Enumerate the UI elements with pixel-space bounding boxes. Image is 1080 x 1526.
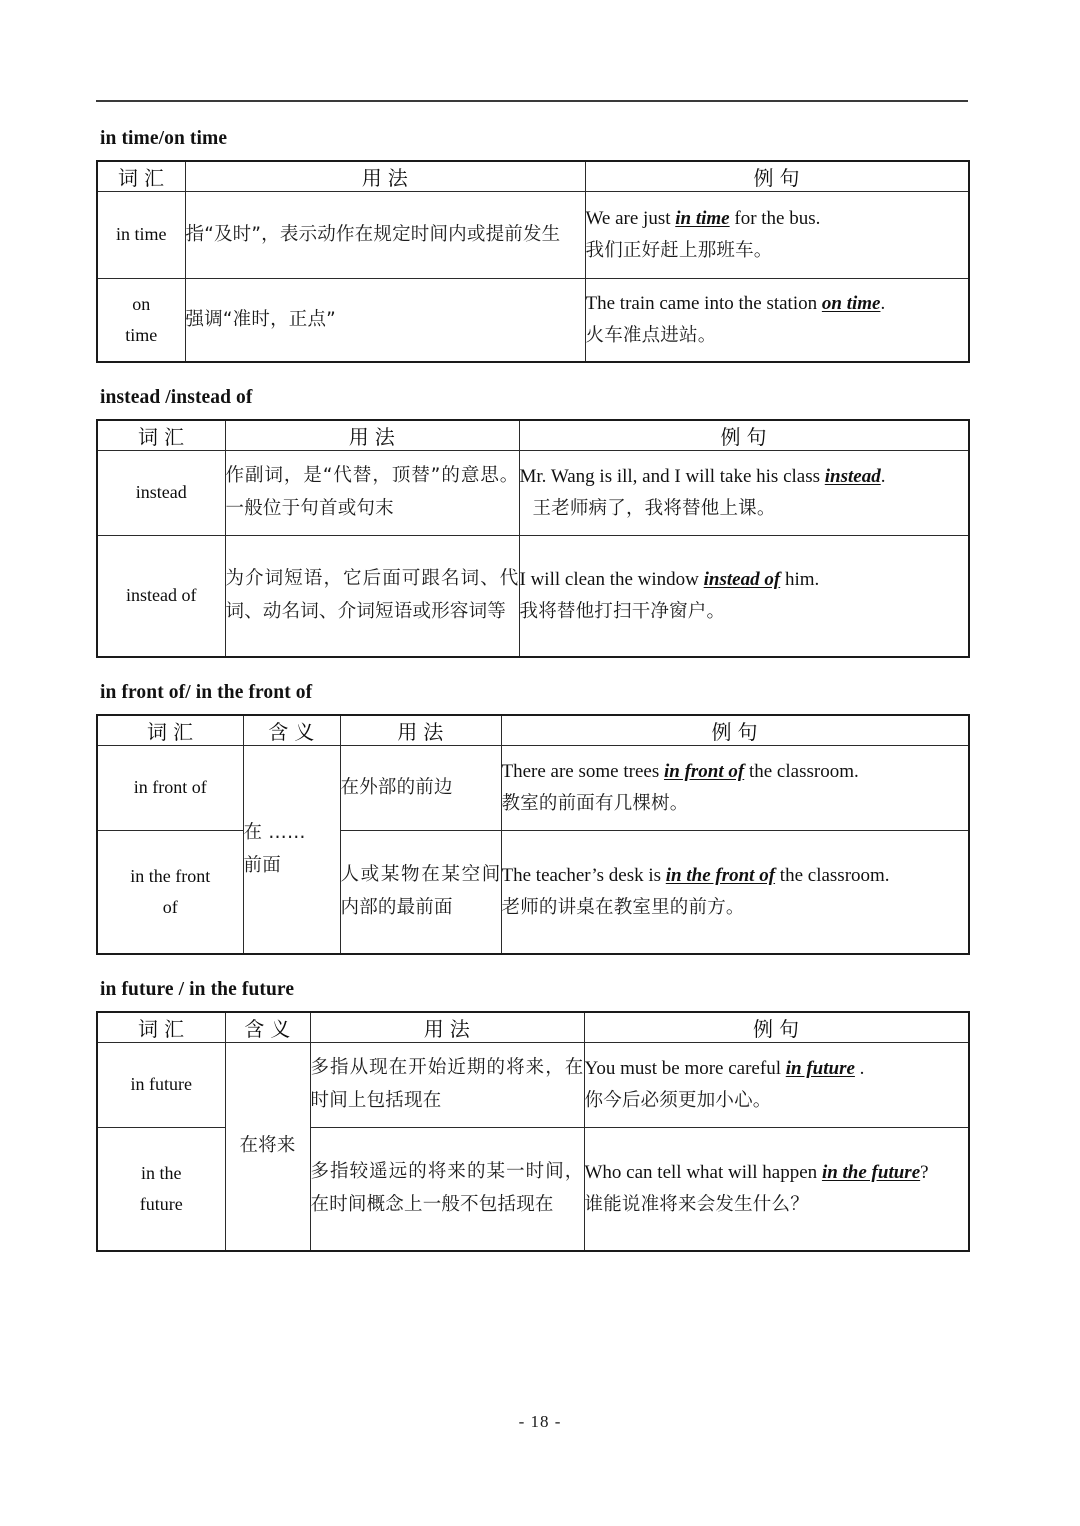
table-row xyxy=(97,1043,969,1128)
page-header-rule xyxy=(96,100,968,102)
example-sentence-en: We are just in time for the bus. xyxy=(585,207,821,229)
example-sentence-zh: 我们正好赶上那班车。 xyxy=(585,240,773,262)
usage-instead-of: 为介词短语，它后面可跟名词、代词、动名词、介词短语或形容词等 xyxy=(225,536,519,658)
keyword-highlight: in front of xyxy=(663,760,745,782)
column-header-usage: 用 法 xyxy=(225,420,519,451)
section-title-in-future: in future / in the future xyxy=(100,979,295,1000)
usage-in-the-future: 多指较遥远的将来的某一时间，在时间概念上一般不包括现在 xyxy=(310,1128,584,1252)
example-sentence-en: There are some trees in front of the classroom. xyxy=(501,760,859,782)
table-header-row xyxy=(97,161,969,192)
term-in-the-future: in the future xyxy=(97,1128,225,1252)
example-sentence-en: Mr. Wang is ill, and I will take his class instead. xyxy=(519,465,886,487)
example-sentence-en: Who can tell what will happen in the future? xyxy=(584,1161,929,1183)
column-header-example: 例 句 xyxy=(519,420,969,451)
table-row xyxy=(97,451,969,536)
keyword-highlight: in future xyxy=(785,1057,855,1079)
keyword-highlight: instead of xyxy=(703,568,781,590)
keyword-highlight: on time xyxy=(821,292,881,314)
usage-in-future: 多指从现在开始近期的将来，在时间上包括现在 xyxy=(310,1043,584,1128)
example-sentence-zh: 火车准点进站。 xyxy=(585,325,717,347)
column-header-example: 例 句 xyxy=(584,1012,969,1043)
page-number-footer: - 18 - xyxy=(518,1412,562,1431)
example-instead-of xyxy=(519,536,969,658)
column-header-word: 词 汇 xyxy=(97,1012,225,1043)
term-in-the-front-of: in the front of xyxy=(97,831,243,955)
example-sentence-zh: 老师的讲桌在教室里的前方。 xyxy=(501,897,745,919)
table-header-row xyxy=(97,715,969,746)
section-title-in-time-on-time: in time/on time xyxy=(100,128,228,149)
table-row xyxy=(97,192,969,279)
term-instead: instead xyxy=(97,451,225,536)
usage-in-time: 指“及时”，表示动作在规定时间内或提前发生 xyxy=(185,192,585,279)
example-sentence-zh: 我将替他打扫干净窗户。 xyxy=(519,601,726,623)
meaning-shared-in-future: 在将来 xyxy=(225,1043,310,1252)
example-on-time xyxy=(585,279,969,363)
table-row xyxy=(97,536,969,658)
column-header-example: 例 句 xyxy=(585,161,969,192)
example-sentence-zh: 教室的前面有几棵树。 xyxy=(501,793,689,815)
meaning-line-2: 前面 xyxy=(243,854,281,876)
column-header-meaning: 含 义 xyxy=(243,715,340,746)
example-sentence-zh: 谁能说准将来会发生什么？ xyxy=(584,1194,809,1216)
keyword-highlight: instead xyxy=(824,465,881,487)
keyword-highlight: in the future xyxy=(821,1161,921,1183)
usage-in-the-front-of: 人或某物在某空间内部的最前面 xyxy=(340,831,501,955)
column-header-example: 例 句 xyxy=(501,715,969,746)
example-sentence-zh: 王老师病了，我将替他上课。 xyxy=(532,498,776,520)
column-header-usage: 用 法 xyxy=(310,1012,584,1043)
example-sentence-en: You must be more careful in future . xyxy=(584,1057,865,1079)
column-header-meaning: 含 义 xyxy=(225,1012,310,1043)
column-header-word: 词 汇 xyxy=(97,161,185,192)
example-sentence-zh: 你今后必须更加小心。 xyxy=(584,1090,772,1112)
column-header-usage: 用 法 xyxy=(340,715,501,746)
example-instead xyxy=(519,451,969,536)
example-in-the-future xyxy=(584,1128,969,1252)
table-row xyxy=(97,746,969,831)
table-in-front-of xyxy=(96,714,970,955)
column-header-word: 词 汇 xyxy=(97,420,225,451)
table-row xyxy=(97,279,969,363)
table-header-row xyxy=(97,1012,969,1043)
table-instead-instead-of xyxy=(96,419,970,658)
example-in-future xyxy=(584,1043,969,1128)
keyword-highlight: in time xyxy=(675,207,730,229)
term-in-future: in future xyxy=(97,1043,225,1128)
table-in-time-on-time xyxy=(96,160,970,363)
table-header-row xyxy=(97,420,969,451)
section-title-instead-instead-of: instead /instead of xyxy=(100,387,253,408)
table-in-future xyxy=(96,1011,970,1252)
usage-in-front-of: 在外部的前边 xyxy=(340,746,501,831)
example-in-time xyxy=(585,192,969,279)
example-sentence-en: I will clean the window instead of him. xyxy=(519,568,820,590)
keyword-highlight: in the front of xyxy=(665,864,776,886)
meaning-line-1: 在 …… xyxy=(243,821,306,843)
column-header-usage: 用 法 xyxy=(185,161,585,192)
term-on-time: on time xyxy=(97,279,185,363)
meaning-shared-in-front-of xyxy=(243,746,340,955)
column-header-word: 词 汇 xyxy=(97,715,243,746)
example-sentence-en: The train came into the station on time. xyxy=(585,292,886,314)
term-in-front-of: in front of xyxy=(97,746,243,831)
term-in-time: in time xyxy=(97,192,185,279)
term-instead-of: instead of xyxy=(97,536,225,658)
example-in-front-of xyxy=(501,746,969,831)
usage-instead: 作副词，是“代替，顶替”的意思。一般位于句首或句末 xyxy=(225,451,519,536)
table-row xyxy=(97,831,969,955)
example-sentence-en: The teacher’s desk is in the front of the classroom. xyxy=(501,864,890,886)
usage-on-time: 强调“准时，正点” xyxy=(185,279,585,363)
section-title-in-front-of: in front of/ in the front of xyxy=(100,682,313,703)
example-in-the-front-of xyxy=(501,831,969,955)
page-content xyxy=(96,128,972,1252)
